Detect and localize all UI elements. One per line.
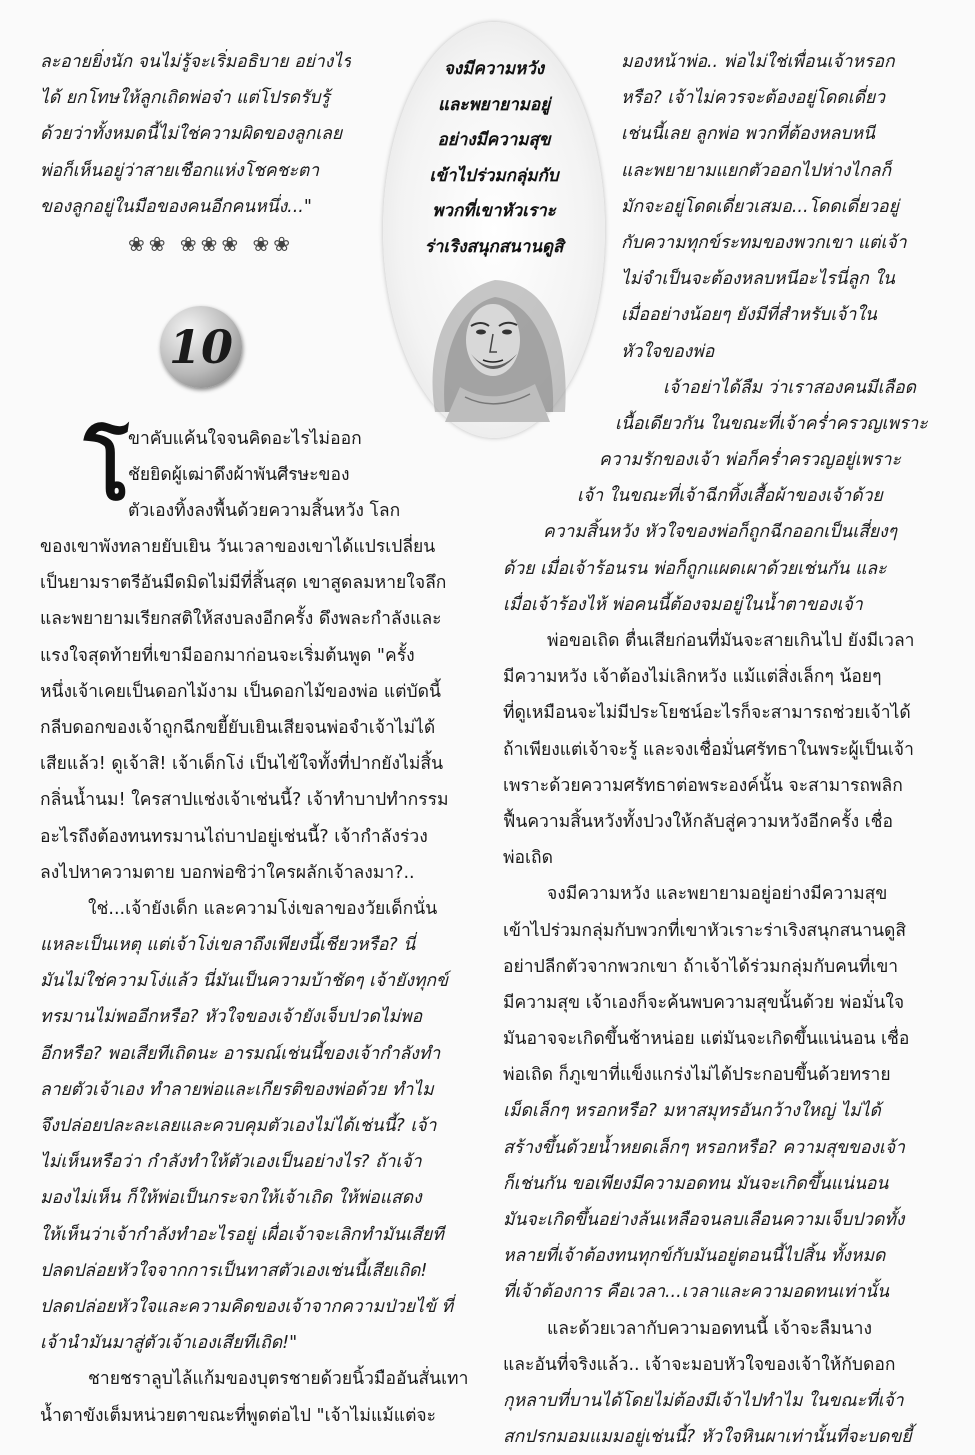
- text-line: ชายชราลูบไล้แก้มของบุตรชายด้วยนิ้วมืออันสั่นเทา: [88, 1369, 469, 1390]
- text-line: มันอาจจะเกิดขึ้นช้าหน่อย แต่มันจะเกิดขึ้นแน่นอน เชื่อ: [503, 1029, 910, 1050]
- text-line: เจ้าอย่าได้ลืม ว่าเราสองคนมีเลือด: [663, 377, 917, 398]
- text-line: มองไม่เห็น ก็ให้พ่อเป็นกระจกให้เจ้าเถิด ให้พ่อแสดง: [40, 1188, 422, 1209]
- text-line: สร้างขึ้นด้วยน้ำหยดเล็กๆ หรอกหรือ? ความสุขของเจ้า: [503, 1137, 905, 1158]
- right-column-body: [503, 44, 928, 1455]
- text-line: หนึ่งเจ้าเคยเป็นดอกไม้งาม เป็นดอกไม้ของพ่อ แต่บัดนี้: [40, 681, 441, 702]
- text-line: ไม่เห็นหรือว่า กำลังทำให้ตัวเองเป็นอย่างไร? ถ้าเจ้า: [40, 1152, 422, 1173]
- text-line: มองหน้าพ่อ.. พ่อไม่ใช่เพื่อนเจ้าหรอก: [621, 52, 895, 72]
- text-line: สกปรกมอมแมมอยู่เช่นนี้? หัวใจหินผาเท่านั้นที่จะบดขยี้: [503, 1427, 912, 1448]
- text-line: ความรักของเจ้า พ่อก็คร่ำครวญอยู่เพราะ: [599, 450, 901, 471]
- text-line: ใช่...เจ้ายังเด็ก และความโง่เขลาของวัยเด็กนั่น: [88, 898, 438, 919]
- text-line: ละอายยิ่งนัก จนไม่รู้จะเริ่มอธิบาย อย่างไร: [40, 52, 352, 72]
- text-line: พ่อก็เห็นอยู่ว่าสายเชือกแห่งโชคชะตา: [40, 160, 320, 181]
- text-line: กลิ่นน้ำนม! ใครสาปแช่งเจ้าเช่นนี้? เจ้าทำบาปทำกรรม: [40, 790, 449, 811]
- text-line: ให้เห็นว่าเจ้ากำลังทำอะไรอยู่ เผื่อเจ้าจะเลิกทำมันเสียที: [40, 1224, 444, 1245]
- text-line: ของเขาพังทลายยับเยิน วันเวลาของเขาได้แปรเปลี่ยน: [40, 537, 436, 557]
- text-line: ความสิ้นหวัง หัวใจของพ่อก็ถูกฉีกออกเป็นเสี่ยงๆ: [543, 522, 898, 543]
- chapter-number-badge: 10: [160, 306, 242, 388]
- text-line: เจ้า ในขณะที่เจ้าฉีกทิ้งเสื้อผ้าของเจ้าด้วย: [577, 486, 883, 507]
- intro-paragraph: [40, 44, 351, 225]
- text-line: ปลดปล่อยหัวใจและความคิดของเจ้าจากความป่วยไข้ ที่: [40, 1296, 454, 1317]
- text-line: ทรมานไม่พออีกหรือ? หัวใจของเจ้ายังเจ็บปวดไม่พอ: [40, 1007, 423, 1028]
- text-line: แรงใจสุดท้ายที่เขามีออกมาก่อนจะเริ่มต้นพูด "ครั้ง: [40, 645, 415, 666]
- text-line: พ่อขอเถิด ตื่นเสียก่อนที่มันจะสายเกินไป ยังมีเวลา: [547, 631, 915, 651]
- text-line: กุหลาบที่บานได้โดยไม่ต้องมีเจ้าไปทำไม ในขณะที่เจ้า: [503, 1390, 904, 1411]
- text-line: ที่ดูเหมือนจะไม่มีประโยชน์อะไรก็จะสามารถช่วยเจ้าได้: [503, 703, 911, 724]
- text-line: อีกหรือ? พอเสียทีเถิดนะ อารมณ์เช่นนี้ของเจ้ากำลังทำ: [40, 1043, 441, 1064]
- section-ornament: ❀❀ ❀❀❀ ❀❀: [128, 232, 295, 256]
- text-line: กลีบดอกของเจ้าถูกฉีกขยี้ยับเยินเสียจนพ่อจำเจ้าไม่ได้: [40, 717, 436, 738]
- text-line: ไม่จำเป็นจะต้องหลบหนีอะไรนี่ลูก ใน: [621, 269, 895, 290]
- text-line: จงมีความหวัง และพยายามอยู่อย่างมีความสุข: [547, 884, 888, 905]
- text-line: ลายตัวเจ้าเอง ทำลายพ่อและเกียรติของพ่อด้วย ทำไม: [40, 1079, 434, 1100]
- text-line: เมื่อเจ้าร้องไห้ พ่อคนนี้ต้องจมอยู่ในน้ำตาของเจ้า: [503, 594, 863, 615]
- text-line: และพยายามเรียกสติให้สงบลงอีกครั้ง ดึงพละกำลังและ: [40, 609, 442, 630]
- text-line: ด้วย เมื่อเจ้าร้อนรน พ่อก็ถูกแผดเผาด้วยเช่นกัน และ: [503, 558, 887, 579]
- text-line: มีความหวัง เจ้าต้องไม่เลิกหวัง แม้แต่สิ่งเล็กๆ น้อยๆ: [503, 667, 882, 688]
- text-line: อย่าปลีกตัวจากพวกเขา ถ้าเจ้าได้ร่วมกลุ่มกับคนที่เขา: [503, 956, 899, 977]
- text-line: มันไม่ใช่ความโง่แล้ว นี่มันเป็นความบ้าชัดๆ เจ้ายังทุกข์: [40, 971, 448, 992]
- pull-quote-line: และพยายามอยู่: [437, 94, 551, 115]
- text-line: เนื้อเดียวกัน ในขณะที่เจ้าคร่ำครวญเพราะ: [615, 413, 928, 434]
- pull-quote-line: อย่างมีความสุข: [437, 130, 551, 150]
- text-line: ลงไปหาความตาย บอกพ่อซิว่าใครผลักเจ้าลงมา?..: [40, 862, 415, 883]
- text-line: มีความสุข เจ้าเองก็จะค้นพบความสุขนั้นด้วย พ่อมั่นใจ: [503, 992, 905, 1013]
- text-line: พ่อเถิด: [503, 848, 553, 869]
- pull-quote-line: พวกที่เขาหัวเราะ: [432, 201, 556, 221]
- pull-quote-line: เข้าไปร่วมกลุ่มกับ: [429, 165, 559, 186]
- text-line: หลายที่เจ้าต้องทนทุกข์กับมันอยู่ตอนนี้ไปสิ้น ทั้งหมด: [503, 1246, 886, 1267]
- text-line: ปลดปล่อยหัวใจจากการเป็นทาสตัวเองเช่นนี้เสียเถิด!: [40, 1260, 428, 1281]
- text-line: กับความทุกข์ระทมของพวกเขา แต่เจ้า: [621, 232, 907, 253]
- text-line: หรือ? เจ้าไม่ควรจะต้องอยู่โดดเดี่ยว: [621, 88, 886, 109]
- text-line: ได้ ยกโทษให้ลูกเถิดพ่อจ๋า แต่โปรดรับรู้: [40, 88, 330, 109]
- text-line: ฟื้นความสิ้นหวังทั้งปวงให้กลับสู่ความหวังอีกครั้ง เชื่อ: [503, 811, 894, 832]
- text-line: มันจะเกิดขึ้นอย่างล้นเหลือจนลบเลือนความเจ็บปวดทั้ง: [503, 1210, 905, 1230]
- text-line: เสียแล้ว! ดูเจ้าสิ! เจ้าเด็กโง่ เป็นไข้ใจทั้งที่ปากยังไม่สิ้น: [40, 754, 444, 775]
- text-line: พ่อเถิด ก็ภูเขาที่แข็งแกร่งไม่ได้ประกอบขึ้นด้วยทราย: [503, 1065, 891, 1086]
- text-line: หัวใจของพ่อ: [621, 341, 715, 362]
- text-line: เจ้านำมันมาสู่ตัวเจ้าเองเสียทีเถิด!": [40, 1333, 298, 1354]
- text-line: ขาคับแค้นใจจนคิดอะไรไม่ออก: [128, 429, 362, 449]
- text-line: ชัยยิดผู้เฒ่าดึงผ้าพันศีรษะของ: [128, 465, 350, 486]
- pull-quote-line: จงมีความหวัง: [443, 59, 545, 79]
- text-line: จึงปล่อยปละละเลยและควบคุมตัวเองไม่ได้เช่นนี้? เจ้า: [40, 1116, 437, 1136]
- left-column-body: [40, 529, 468, 1434]
- text-line: อะไรถึงต้องทนทรมานไถ่บาปอยู่เช่นนี้? เจ้ากำลังร่วง: [40, 826, 428, 847]
- text-line: ที่เจ้าต้องการ คือเวลา...เวลาและความอดทนเท่านั้น: [503, 1282, 889, 1303]
- drop-cap: โ: [84, 420, 130, 519]
- text-line: เช่นนี้เลย ลูกพ่อ พวกที่ต้องหลบหนี: [621, 124, 876, 145]
- text-line: และพยายามแยกตัวออกไปห่างไกลก็: [621, 160, 892, 181]
- pull-quote-line: ร่าเริงสนุกสนานดูสิ: [424, 236, 564, 257]
- text-line: ตัวเองทิ้งลงพื้นด้วยความสิ้นหวัง โลก: [128, 501, 401, 522]
- drop-cap-lines: [128, 421, 400, 530]
- text-line: ของลูกอยู่ในมือของคนอีกคนหนึ่ง...": [40, 196, 312, 217]
- text-line: ด้วยว่าทั้งหมดนี้ไม่ใช่ความผิดของลูกเลย: [40, 124, 343, 145]
- text-line: ถ้าเพียงแต่เจ้าจะรู้ และจงเชื่อมั่นศรัทธาในพระผู้เป็นเจ้า: [503, 739, 914, 760]
- text-line: เพราะด้วยความศรัทธาต่อพระองค์นั้น จะสามารถพลิก: [503, 775, 903, 796]
- text-line: เป็นยามราตรีอันมืดมิดไม่มีที่สิ้นสุด เขาสูดลมหายใจลึก: [40, 573, 447, 594]
- text-line: และด้วยเวลากับความอดทนนี้ เจ้าจะลืมนาง: [547, 1318, 873, 1339]
- text-line: มักจะอยู่โดดเดี่ยวเสมอ...โดดเดี่ยวอยู่: [621, 196, 899, 217]
- text-line: เมื่ออย่างน้อยๆ ยังมีที่สำหรับเจ้าใน: [621, 305, 877, 326]
- text-line: น้ำตาขังเต็มหน่วยตาขณะที่พูดต่อไป "เจ้าไม่แม้แต่จะ: [40, 1405, 437, 1426]
- text-line: และอันที่จริงแล้ว.. เจ้าจะมอบหัวใจของเจ้าให้กับดอก: [503, 1354, 896, 1375]
- text-line: เข้าไปร่วมกลุ่มกับพวกที่เขาหัวเราะร่าเริงสนุกสนานดูสิ: [503, 920, 907, 941]
- text-line: ก็เช่นกัน ขอเพียงมีความอดทน มันจะเกิดขึ้นแน่นอน: [503, 1173, 889, 1194]
- text-line: เม็ดเล็กๆ หรอกหรือ? มหาสมุทรอันกว้างใหญ่ ไม่ได้: [503, 1101, 881, 1122]
- text-line: แหละเป็นเหตุ แต่เจ้าโง่เขลาถึงเพียงนี้เชียวหรือ? นี่: [40, 935, 416, 956]
